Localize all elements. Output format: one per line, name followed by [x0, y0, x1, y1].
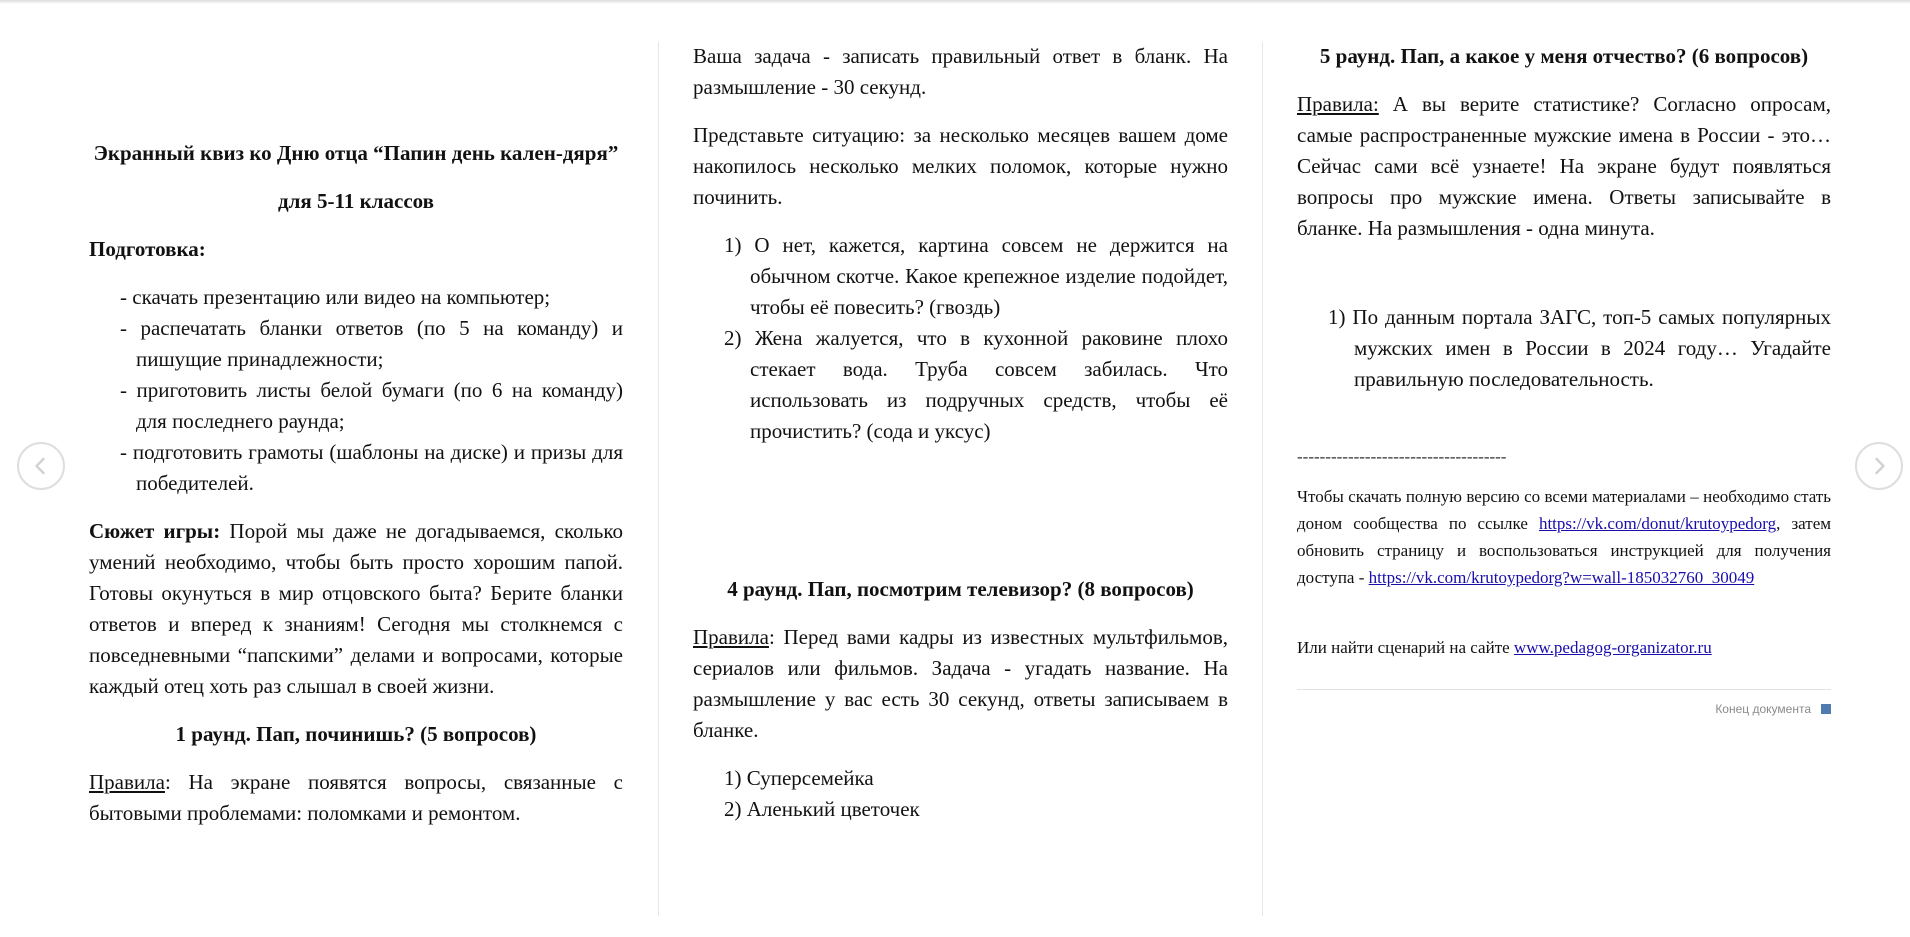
- list-item: 2) Аленький цветочек: [724, 797, 920, 821]
- donut-link[interactable]: https://vk.com/donut/krutoypedorg: [1538, 514, 1777, 533]
- column-separator: [658, 42, 659, 916]
- site-info: [1297, 634, 1831, 661]
- list-item: 1) О нет, кажется, картина совсем не держится на обычном скотче. Какое крепежное изделие подойдет, чтобы её повесить? (гвоздь): [724, 233, 1228, 319]
- page-column-1: [89, 0, 623, 937]
- document-title: Экранный квиз ко Дню отца “Папин день кален-дяря”: [93, 141, 619, 165]
- site-link[interactable]: www.pedagog-organizator.ru: [1513, 638, 1712, 657]
- page-column-2: [693, 0, 1228, 937]
- list-item: 2) Жена жалуется, что в кухонной раковине плохо стекает вода. Труба совсем забилась. Что использовать из подручных средств, чтобы её прочистить? (сода и уксус): [724, 326, 1228, 443]
- round1-heading: 1 раунд. Пап, починишь? (5 вопросов): [175, 722, 537, 746]
- rules-text: : На экране появятся вопросы, связанные с бытовыми проблемами: поломками и ремонтом.: [89, 770, 623, 825]
- round1-situation: Представьте ситуацию: за несколько месяцев вашем доме накопилось несколько мелких поломок, которые нужно починить.: [693, 123, 1228, 209]
- wall-post-link[interactable]: https://vk.com/krutoypedorg?w=wall-185032760_30049: [1368, 568, 1755, 587]
- plot-text: Порой мы даже не догадываемся, сколько умений необходимо, чтобы быть просто хорошим папой. Готовы окунуться в мир отцовского быта? Берите бланки ответов и вперед к знаниям! Сегодня мы столкнемся с повседневными “папскими” делами и вопросами, которые каждый отец хоть раз слышал в своей жизни.: [89, 519, 623, 698]
- prep-heading: Подготовка:: [89, 237, 206, 261]
- rules-text: : Перед вами кадры из известных мультфильмов, сериалов или фильмов. Задача - угадать название. На размышление у вас есть 30 секунд, ответы записываем в бланке.: [693, 625, 1228, 742]
- download-info: [1297, 483, 1831, 591]
- download-text-2: , затем обновить страницу и воспользоваться инструкцией для получения доступа -: [1297, 514, 1831, 587]
- list-item: 1) По данным портала ЗАГС, топ-5 самых популярных мужских имен в России в 2024 году… Угадайте правильную последовательность.: [1328, 305, 1831, 391]
- site-text: Или найти сценарий на сайте: [1297, 638, 1514, 657]
- end-of-document-label: Конец документа: [1715, 702, 1811, 716]
- round1-intro: Ваша задача - записать правильный ответ в бланк. На размышление - 30 секунд.: [693, 44, 1228, 99]
- round5-rules: [1297, 89, 1831, 244]
- plot-label: Сюжет игры:: [89, 519, 221, 543]
- round1-questions: [693, 230, 1228, 447]
- rules-text: А вы верите статистике? Согласно опросам, самые распространенные мужские имена в России - это… Сейчас сами всё узнаете! На экране будут появляться вопросы про мужские имена. Ответы записывайте в бланке. На размышления - одна минута.: [1297, 92, 1831, 240]
- round5-heading: 5 раунд. Пап, а какое у меня отчество? (6 вопросов): [1319, 44, 1809, 68]
- end-of-document: [1297, 702, 1831, 716]
- page-column-3: [1297, 0, 1831, 937]
- list-item: - скачать презентацию или видео на компьютер;: [120, 285, 551, 309]
- column-separator: [1262, 42, 1263, 916]
- round5-questions: [1297, 302, 1831, 395]
- round4-rules: [693, 622, 1228, 746]
- end-marker-icon: [1821, 704, 1831, 714]
- round4-answers: [693, 763, 1228, 825]
- list-item: - приготовить листы белой бумаги (по 6 на команду) для последнего раунда;: [120, 378, 623, 433]
- chevron-right-icon: [1869, 456, 1889, 476]
- plot-paragraph: [89, 516, 623, 702]
- list-item: 1) Суперсемейка: [724, 766, 874, 790]
- document-subtitle: для 5-11 классов: [278, 189, 434, 213]
- download-text: Чтобы скачать полную версию со всеми материалами – необходимо стать доном сообщества по ссылке: [1297, 487, 1831, 533]
- round4-heading: 4 раунд. Пап, посмотрим телевизор? (8 вопросов): [727, 577, 1194, 601]
- prev-page-button[interactable]: [17, 442, 65, 490]
- dashed-divider: -------------------------------------: [1297, 447, 1507, 466]
- rules-label: Правила:: [1297, 92, 1379, 116]
- next-page-button[interactable]: [1855, 442, 1903, 490]
- rules-label: Правила: [89, 770, 165, 794]
- rules-label: Правила: [693, 625, 769, 649]
- list-item: - распечатать бланки ответов (по 5 на команду) и пишущие принадлежности;: [120, 316, 623, 371]
- list-item: - подготовить грамоты (шаблоны на диске) и призы для победителей.: [120, 440, 623, 495]
- chevron-left-icon: [31, 456, 51, 476]
- prep-list: [89, 282, 623, 499]
- round1-rules: [89, 767, 623, 829]
